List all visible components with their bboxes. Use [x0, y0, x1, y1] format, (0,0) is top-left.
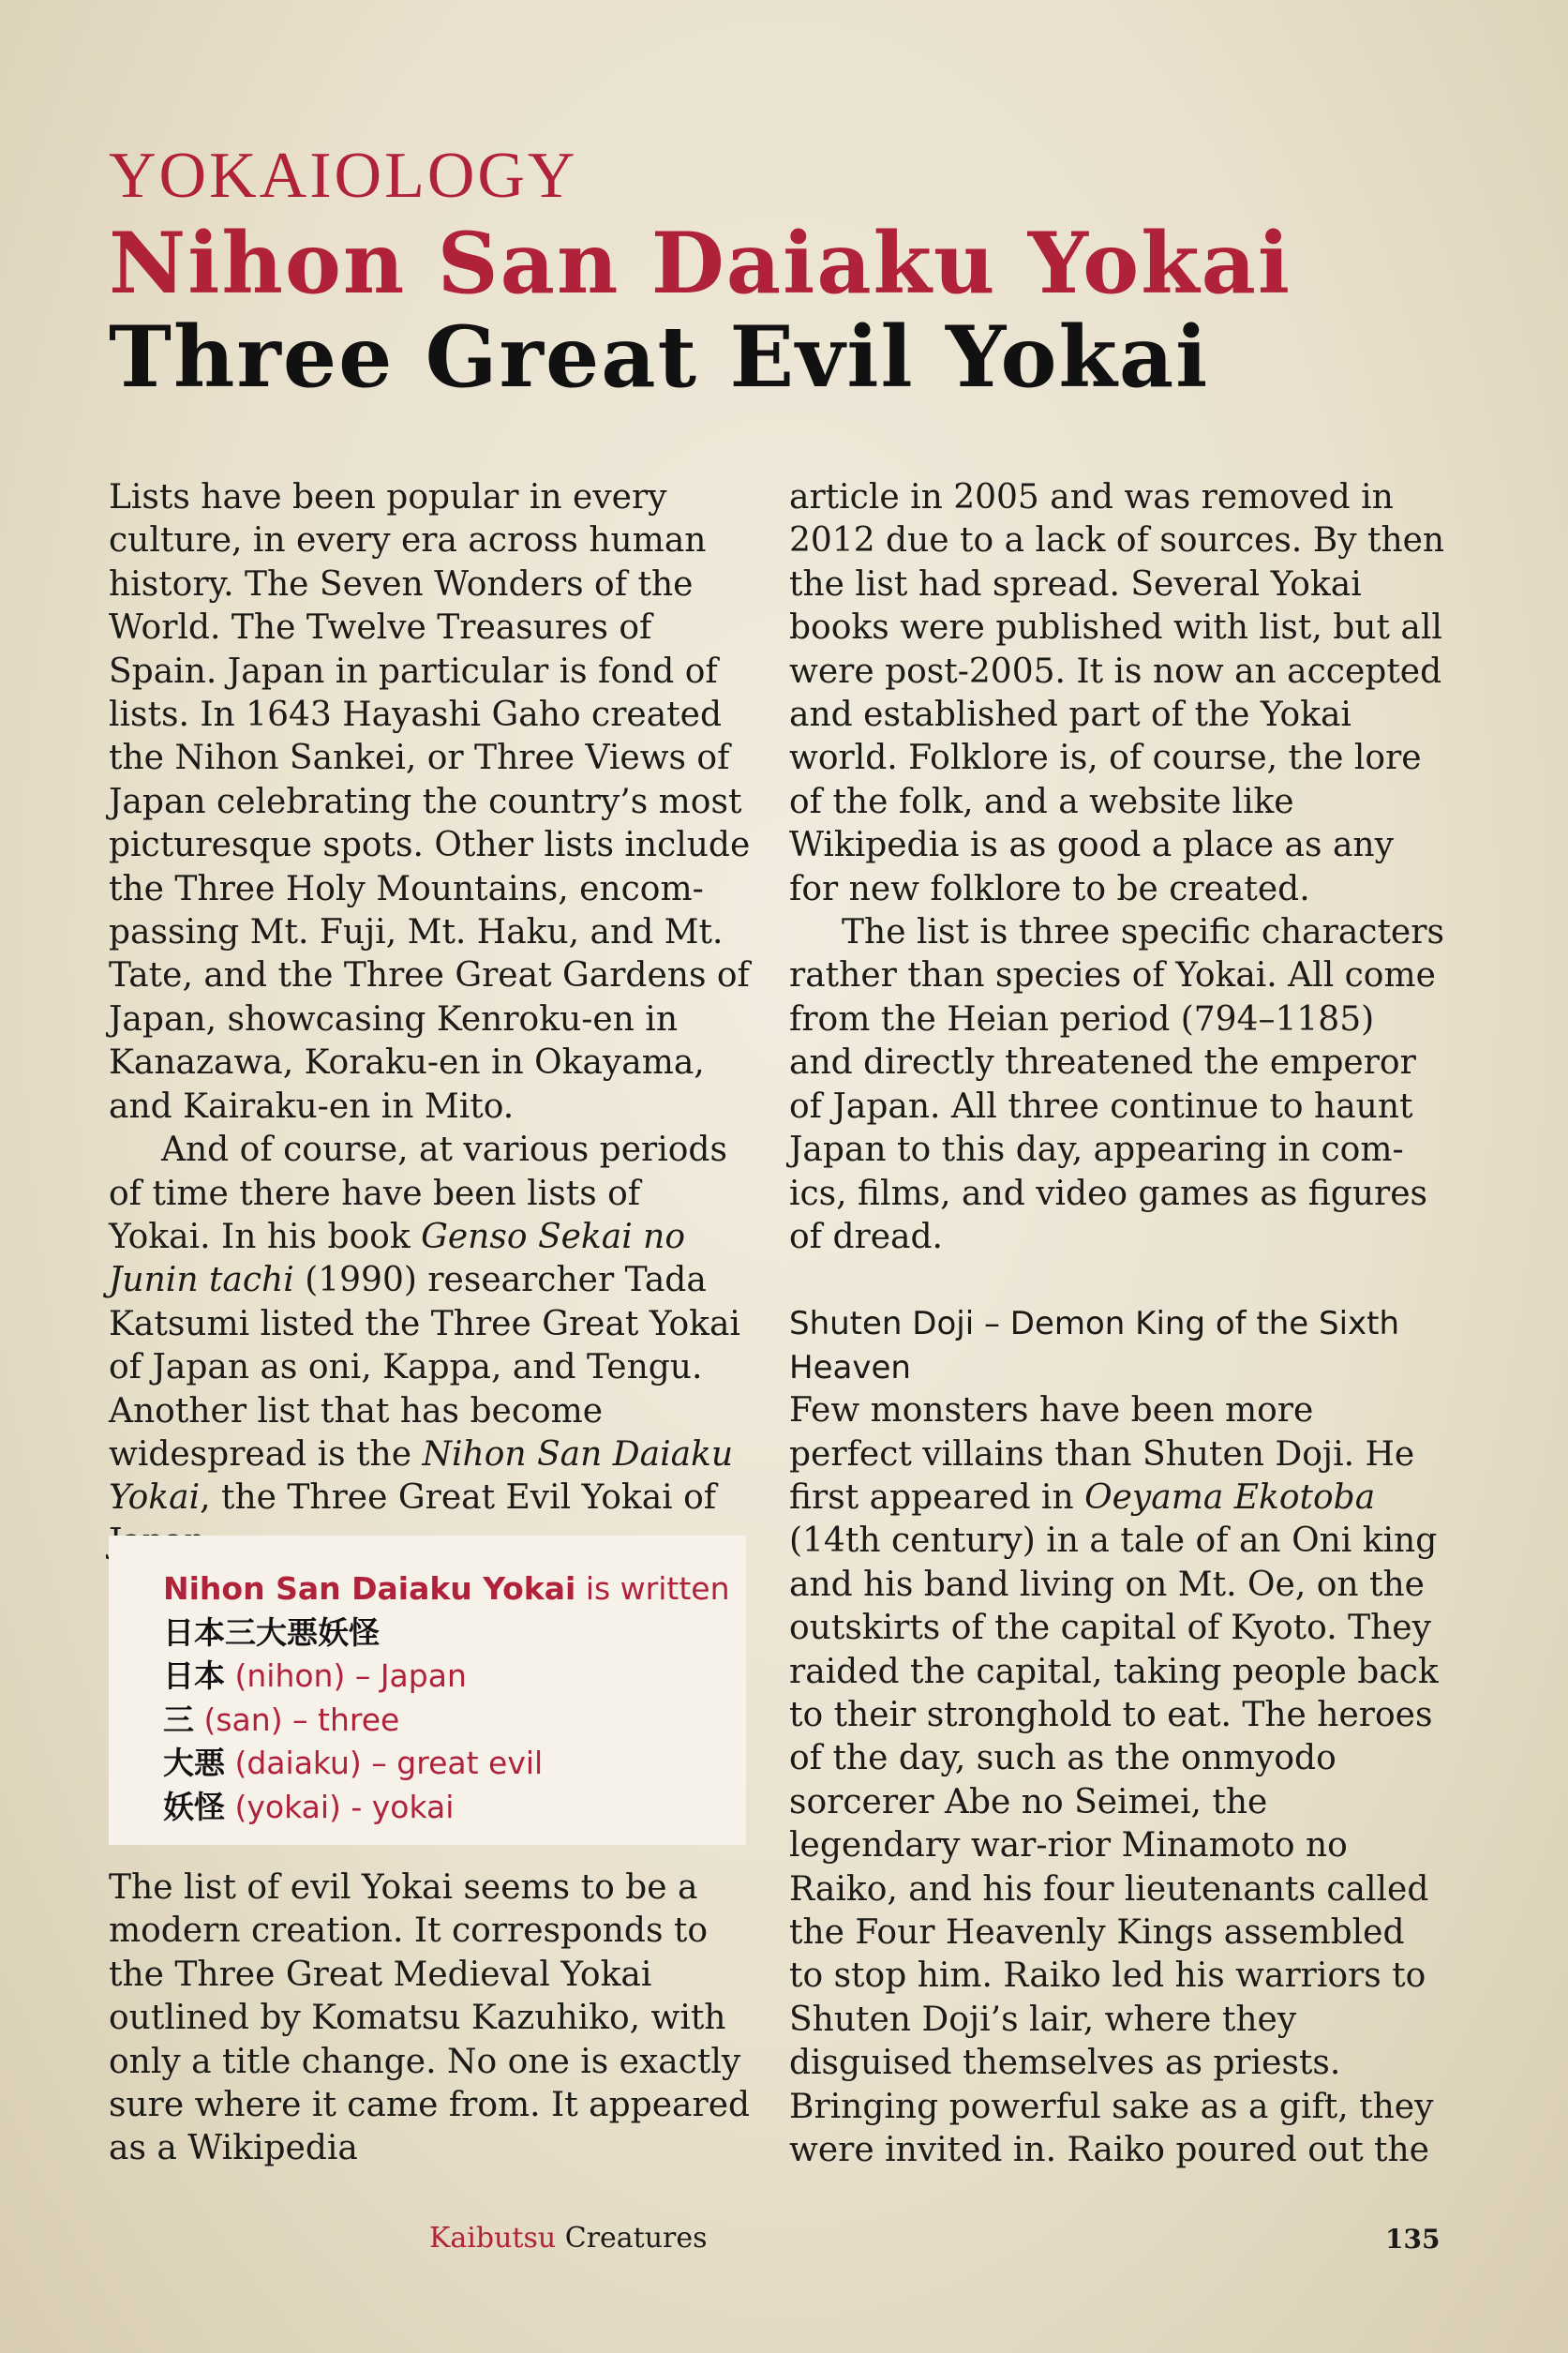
sidebar-row: 日本 (nihon) – Japan [163, 1657, 467, 1694]
book-title-oeyama: Oeyama Ekotoba [1084, 1477, 1376, 1517]
right-paragraph-3: Few monsters have been more perfect villains than Shuten Doji. He first appeared in Oeyama Ekotoba (14th century) in a tale of an Oni king and his band living on Mt. Oe, on the outskirts of the capital of Kyoto. They raided the capital, taking people back to their stronghold to eat. The heroes of the day, such as the onmyodo sorcerer Abe no Seimei, the legendary war-rior Minamoto no Raiko, and his four lieutenants called the Four Heavenly Kings assembled to stop him. Raiko led his warriors to Shuten Doji’s lair, where they disguised themselves as priests. Bringing powerful sake as a gift, they were invited in. Raiko poured out the [789, 1391, 1439, 2170]
kanji-sidebar [109, 1536, 746, 1845]
section-kicker: YOKAIOLOGY [109, 140, 578, 212]
sidebar-intro: Nihon San Daiaku Yokai is written [163, 1570, 730, 1607]
left-paragraph-3: The list of evil Yokai seems to be a modern creation. It corresponds to the Three Great Medieval Yokai outlined by Komatsu Kazuhiko, with only a title change. No one is exactly sure where it came from. It appeared as a Wikipedia [109, 1868, 751, 2168]
sidebar-kanji-full: 日本三大悪妖怪 [163, 1613, 380, 1651]
page-title-japanese: Nihon San Daiaku Yokai [109, 214, 1292, 313]
left-column [109, 476, 752, 1564]
sidebar-row: 妖怪 (yokai) - yokai [163, 1788, 455, 1825]
left-paragraph-1: Lists have been popular in every culture, in every era across human history. The Seven Wonders of the World. The Twelve Treasures of Spain. Japan in particular is fond of lists. In 1643 Hayashi Gaho created the Nihon Sankei, or Three Views of Japan celebrating the country’s most picturesque spots. Other lists include the Three Holy Mountains, encom-passing Mt. Fuji, Mt. Haku, and Mt. Tate, and the Three Great Gardens of Japan, showcasing Kenroku-en in Kanazawa, Koraku-en in Okayama, and Kairaku-en in Mito. [109, 478, 751, 1126]
page-number: 135 [1385, 2224, 1441, 2255]
footer-book-title: Kaibutsu Creatures [429, 2222, 708, 2255]
page-title-english: Three Great Evil Yokai [109, 307, 1210, 407]
right-paragraph-2: The list is three specific characters rather than species of Yokai. All come from the Heian period (794–1185) and directly threatened the emperor of Japan. All three continue to haunt Japan to this day, appearing in com-ics, films, and video games as figures of dread. [789, 913, 1444, 1256]
left-paragraph-2: And of course, at various periods of time there have been lists of Yokai. In his book Genso Sekai no Junin tachi (1990) researcher Tada Katsumi listed the Three Great Yokai of Japan as oni, Kappa, and Tengu. Another list that has become widespread is the Nihon San Daiaku Yokai, the Three Great Evil Yokai of [109, 1131, 740, 1518]
sidebar-row: 大悪 (daiaku) – great evil [163, 1745, 544, 1781]
sidebar-term: Nihon San Daiaku Yokai [163, 1570, 576, 1607]
right-column [789, 476, 1445, 2172]
left-column-lower [109, 1866, 752, 2171]
right-paragraph-1: article in 2005 and was removed in 2012 due to a lack of sources. By then the list had spread. Several Yokai books were published with list, but all were post-2005. It is now an accepted and established part of the Yokai world. Folklore is, of course, the lore of the folk, and a website like Wikipedia is as good a place as any for new folklore to be created. [789, 478, 1445, 908]
sidebar-row: 三 (san) – three [163, 1701, 400, 1738]
section-heading-shuten-doji: Shuten Doji – Demon King of the Sixth Heaven [789, 1305, 1400, 1386]
book-title-genso: Genso Sekai no Junin tachi [109, 1217, 686, 1300]
list-title: Nihon San Daiaku Yokai [109, 1434, 734, 1518]
